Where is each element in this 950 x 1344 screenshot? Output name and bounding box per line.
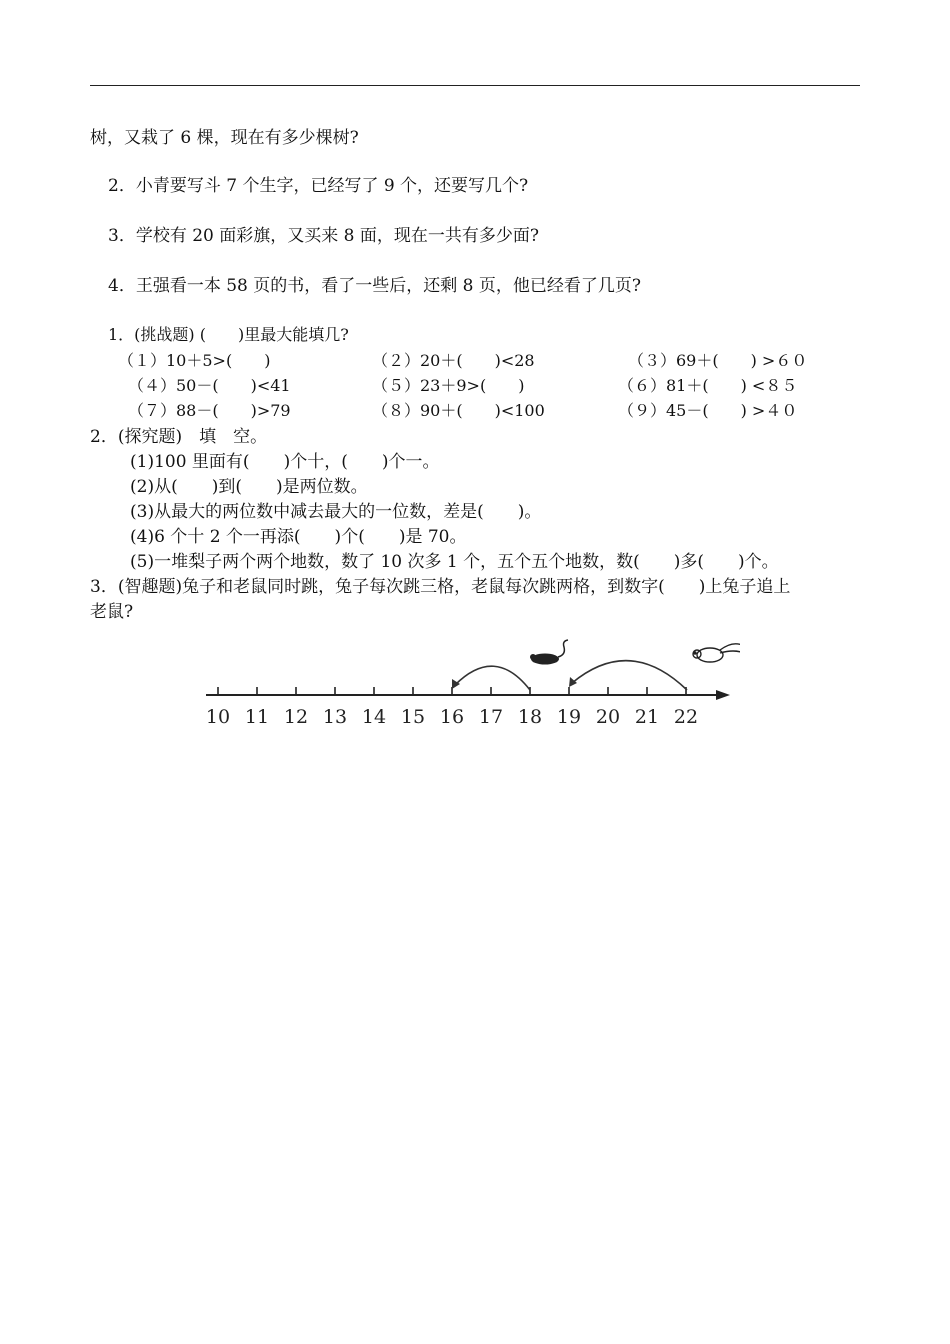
- challenge-item-8: （８）90＋( )<100: [372, 401, 545, 420]
- number-line-arrowhead: [716, 690, 730, 700]
- number-line-label: 17: [478, 706, 504, 728]
- rabbit-jump-arc: [572, 661, 687, 690]
- number-line-label: 10: [205, 706, 231, 728]
- word-problem-4: 4．王强看一本 58 页的书，看了一些后，还剩 8 页，他已经看了几页?: [108, 276, 641, 296]
- fun-question-line-1: 3．(智趣题)兔子和老鼠同时跳，兔子每次跳三格，老鼠每次跳两格，到数字( )上兔子追上: [90, 577, 791, 597]
- number-line-label: 20: [595, 706, 621, 728]
- word-problem-1: 树，又栽了 6 棵，现在有多少棵树?: [90, 128, 359, 148]
- explore-item-2: (2)从( )到( )是两位数。: [130, 477, 368, 497]
- explore-item-1: (1)100 里面有( )个十，( )个一。: [130, 452, 440, 472]
- mouse-icon: [530, 640, 568, 665]
- number-line-label: 22: [673, 706, 699, 728]
- challenge-item-7: （７）88－( )>79: [128, 401, 291, 420]
- challenge-heading: 1．(挑战题) ( )里最大能填几?: [108, 325, 349, 344]
- number-line-label: 12: [283, 706, 309, 728]
- header-rule: [90, 85, 860, 86]
- challenge-item-2: （２）20＋( )<28: [372, 351, 535, 370]
- rabbit-arc-arrowhead: [569, 677, 577, 687]
- challenge-item-4: （４）50－( )<41: [128, 376, 291, 395]
- word-problem-3: 3．学校有 20 面彩旗，又买来 8 面，现在一共有多少面?: [108, 226, 539, 246]
- rabbit-icon: [693, 644, 740, 662]
- number-line-label: 14: [361, 706, 387, 728]
- explore-item-3: (3)从最大的两位数中减去最大的一位数，差是( )。: [130, 502, 542, 522]
- number-line-label: 16: [439, 706, 465, 728]
- challenge-item-3: （３）69＋( ) >６０: [628, 351, 808, 370]
- number-line-label: 15: [400, 706, 426, 728]
- explore-heading: 2．(探究题) 填 空。: [90, 427, 268, 447]
- number-line-label: 11: [244, 706, 270, 728]
- explore-item-4: (4)6 个十 2 个一再添( )个( )是 70。: [130, 527, 467, 547]
- challenge-item-1: （１）10＋5>( ): [118, 351, 271, 370]
- fun-question-line-2: 老鼠?: [90, 602, 134, 622]
- challenge-item-9: （９）45－( ) >４０: [618, 401, 798, 420]
- mouse-jump-arc: [455, 666, 530, 690]
- number-line-label: 13: [322, 706, 348, 728]
- number-line-figure: [200, 635, 740, 740]
- word-problem-2: 2．小青要写斗 7 个生字，已经写了 9 个，还要写几个?: [108, 176, 529, 196]
- challenge-item-5: （５）23＋9>( ): [372, 376, 525, 395]
- number-line-label: 21: [634, 706, 660, 728]
- number-line-label: 18: [517, 706, 543, 728]
- explore-item-5: (5)一堆梨子两个两个地数，数了 10 次多 1 个，五个五个地数，数( )多( )个。: [130, 552, 779, 572]
- challenge-item-6: （６）81＋( ) <８５: [618, 376, 798, 395]
- number-line-label: 19: [556, 706, 582, 728]
